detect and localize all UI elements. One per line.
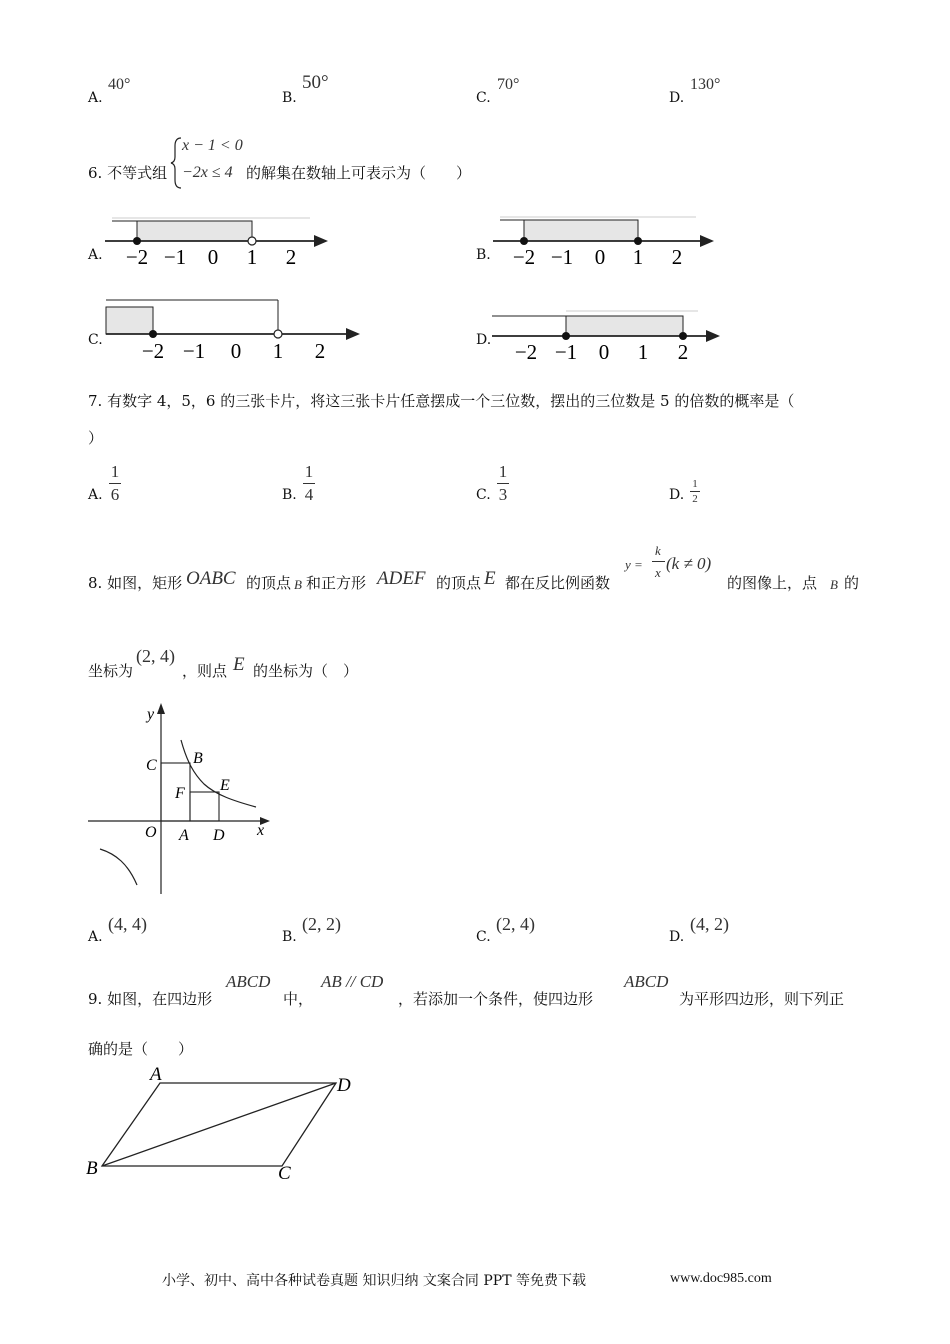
q6-number: 6. 不等式组 <box>88 164 168 182</box>
q7-option-b-letter: B. <box>282 487 297 503</box>
q8-option-b-letter: B. <box>282 929 297 945</box>
tick-label: 0 <box>230 339 242 363</box>
q5-option-d-letter: D. <box>669 90 685 106</box>
q8-vertex-b2: B <box>830 577 838 592</box>
q6-option-a-number-line <box>100 212 335 270</box>
label-a: A <box>150 1064 162 1085</box>
label-c: C <box>146 757 157 774</box>
q8-function-fraction-bar <box>652 561 665 562</box>
tick-label: 1 <box>246 245 258 269</box>
tick-label: −2 <box>514 340 538 364</box>
q7-option-d-fraction <box>689 478 701 505</box>
q9-quad-name: ABCD <box>226 972 271 991</box>
label-a: A <box>179 827 189 844</box>
label-e: E <box>220 777 230 794</box>
tick-label: −1 <box>163 245 187 269</box>
q8-vertex-b: B <box>294 577 302 592</box>
q7-question-line1: 7. 有数字 4，5，6 的三张卡片，将这三张卡片任意摆成一个三位数，摆出的三位数是 5 的倍数的概率是（ <box>88 392 795 410</box>
q6-option-d-number-line <box>490 306 725 364</box>
q6-option-d-letter: D. <box>476 332 492 348</box>
q8-text-line2a: 坐标为 <box>88 662 134 680</box>
q5-option-a-value: 40° <box>108 76 131 93</box>
q8-vertex-e2: E <box>233 654 245 675</box>
tick-label: 2 <box>285 245 297 269</box>
denominator: 2 <box>692 493 698 505</box>
q9-text-part4: 为平形四边形，则下列正 <box>679 990 845 1008</box>
q7-option-d-letter: D. <box>669 487 685 503</box>
tick-label: 0 <box>207 245 219 269</box>
q8-square-name: ADEF <box>377 568 426 589</box>
footer-text: 小学、初中、高中各种试卷真题 知识归纳 文案合同 PPT 等免费下载 <box>162 1273 586 1289</box>
q8-option-a-letter: A. <box>88 929 103 945</box>
q8-function-condition: (k ≠ 0) <box>666 554 712 573</box>
tick-label: 0 <box>594 245 606 269</box>
q5-option-c-letter: C. <box>476 90 491 106</box>
q6-question-text: 的解集在数轴上可表示为（ ） <box>246 164 472 182</box>
q9-parallel-condition: AB // CD <box>321 972 384 991</box>
q8-option-d-value: (4, 2) <box>690 914 729 934</box>
tick-label: 2 <box>677 340 689 364</box>
q6-option-b-number-line <box>488 212 723 270</box>
tick-label: −2 <box>512 245 536 269</box>
q6-option-b-letter: B. <box>476 247 491 263</box>
tick-label: 1 <box>637 340 649 364</box>
q7-option-c-fraction <box>495 462 511 505</box>
label-d: D <box>337 1075 351 1096</box>
q6-option-a-letter: A. <box>88 247 103 263</box>
q9-text-line2: 确的是（ ） <box>88 1040 194 1058</box>
q9-text-part2: 中， <box>283 990 314 1008</box>
q6-system-line2: −2x ≤ 4 <box>182 164 233 181</box>
q7-option-c-letter: C. <box>476 487 491 503</box>
q7-question-line2: ） <box>88 429 104 447</box>
tick-label: 2 <box>671 245 683 269</box>
denominator: 4 <box>304 485 314 504</box>
label-y: y <box>147 706 155 723</box>
q7-option-a-letter: A. <box>88 487 103 503</box>
label-b: B <box>193 750 203 767</box>
q5-option-b-value: 50° <box>302 72 329 93</box>
q5-option-c-value: 70° <box>497 76 520 93</box>
q8-option-c-letter: C. <box>476 929 491 945</box>
q8-text-part3: 和正方形 <box>306 574 367 592</box>
label-x: x <box>257 822 265 839</box>
q6-option-c-number-line <box>104 296 366 364</box>
q9-text-part1: 9. 如图，在四边形 <box>88 990 213 1008</box>
denominator: 6 <box>110 485 120 504</box>
q8-text-part7: 的 <box>844 574 860 592</box>
numerator: 1 <box>110 462 120 481</box>
q8-rect-name: OABC <box>186 568 236 589</box>
tick-label: −1 <box>550 245 574 269</box>
q8-vertex-e: E <box>484 568 496 589</box>
q8-option-b-value: (2, 2) <box>302 914 341 934</box>
q8-function-x: x <box>655 565 661 580</box>
tick-label: 1 <box>632 245 644 269</box>
q8-text-part2: 的顶点 <box>246 574 292 592</box>
q8-text-line2b: ，则点 <box>182 662 228 680</box>
q8-option-d-letter: D. <box>669 929 685 945</box>
q5-option-b-letter: B. <box>282 90 297 106</box>
q8-coord-b: (2, 4) <box>136 646 175 666</box>
q8-text-part4: 的顶点 <box>436 574 482 592</box>
tick-label: 1 <box>272 339 284 363</box>
tick-label: −2 <box>125 245 149 269</box>
q8-text-part5: 都在反比例函数 <box>505 574 611 592</box>
q8-option-c-value: (2, 4) <box>496 914 535 934</box>
q6-system-line1: x − 1 < 0 <box>182 137 243 154</box>
tick-label: −1 <box>182 339 206 363</box>
denominator: 3 <box>498 485 508 504</box>
q8-text-line2c: 的坐标为（ ） <box>253 662 359 680</box>
q9-text-part3: ，若添加一个条件，使四边形 <box>398 990 594 1008</box>
numerator: 1 <box>692 478 698 490</box>
tick-label: 2 <box>314 339 326 363</box>
tick-label: −1 <box>554 340 578 364</box>
q8-figure <box>84 700 284 900</box>
label-b: B <box>86 1158 98 1179</box>
tick-label: −2 <box>141 339 165 363</box>
numerator: 1 <box>304 462 314 481</box>
q8-option-a-value: (4, 4) <box>108 914 147 934</box>
q9-figure <box>84 1058 364 1188</box>
label-f: F <box>175 785 185 802</box>
q7-option-a-fraction <box>107 462 123 505</box>
label-c: C <box>278 1163 291 1184</box>
q9-quad-name2: ABCD <box>624 972 669 991</box>
q7-option-b-fraction <box>301 462 317 505</box>
q6-option-c-letter: C. <box>88 332 103 348</box>
q8-text-part6: 的图像上，点 <box>727 574 818 592</box>
numerator: 1 <box>498 462 508 481</box>
q8-text-part1: 8. 如图，矩形 <box>88 574 183 592</box>
label-d: D <box>213 827 225 844</box>
q5-option-d-value: 130° <box>690 76 721 93</box>
q8-function-k: k <box>655 543 661 558</box>
q8-function-y: y = <box>625 557 643 572</box>
footer-website-link[interactable]: www.doc985.com <box>670 1271 772 1286</box>
tick-label: 0 <box>598 340 610 364</box>
label-o: O <box>145 824 157 841</box>
q5-option-a-letter: A. <box>88 90 103 106</box>
